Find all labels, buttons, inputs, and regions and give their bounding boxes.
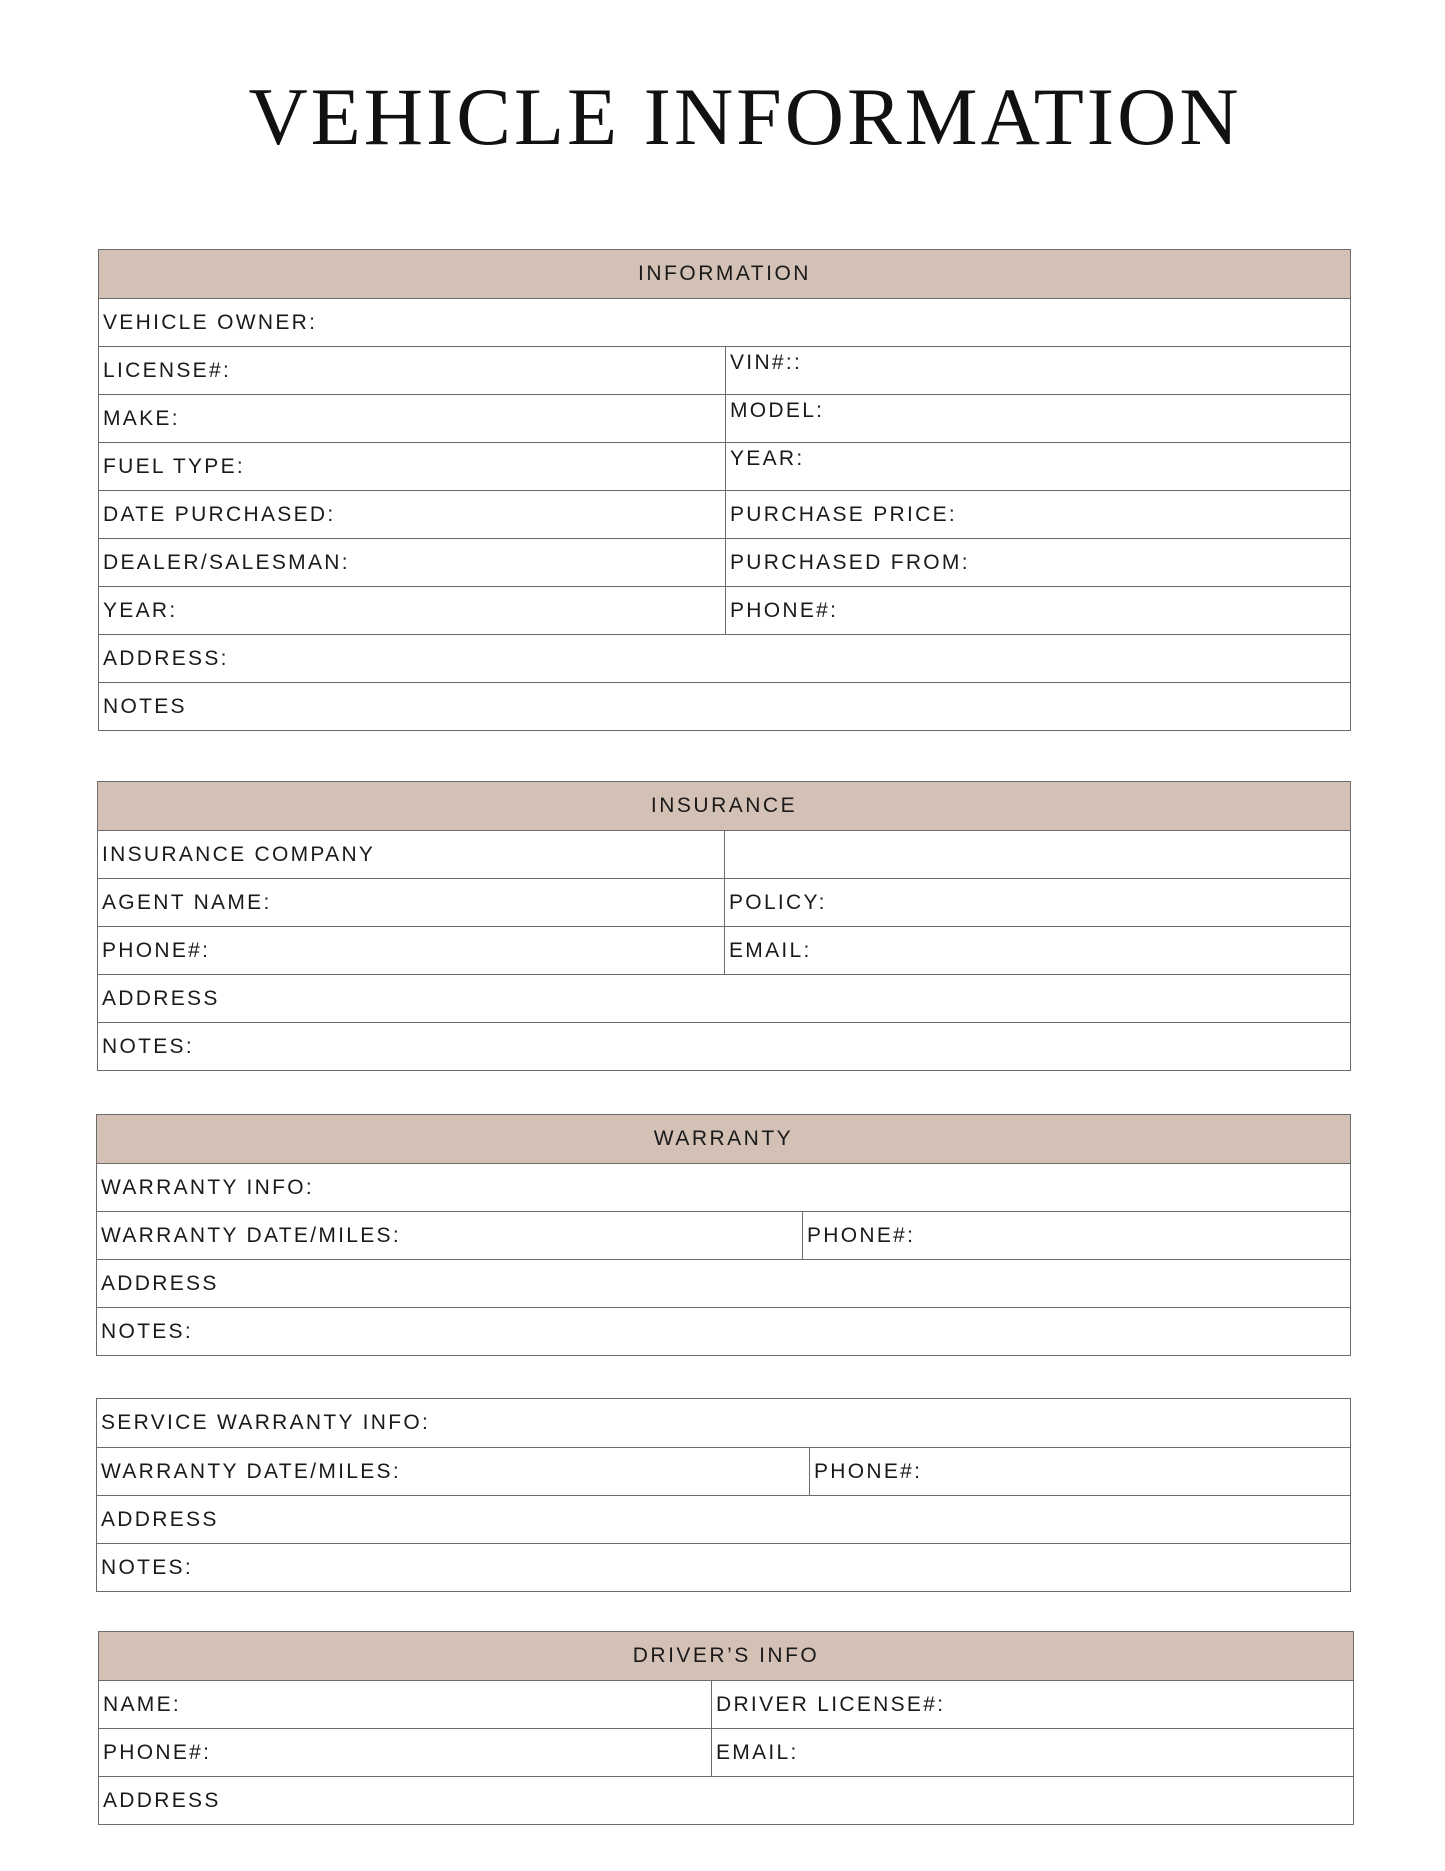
insurance-address-field[interactable]: ADDRESS xyxy=(102,986,220,1010)
insurance-header-label: INSURANCE xyxy=(650,794,798,817)
year-phone-row xyxy=(99,586,1350,634)
driver-email-field[interactable]: EMAIL: xyxy=(711,1729,1353,1776)
year-field-right[interactable]: YEAR: xyxy=(725,443,1350,490)
dealer-from-row xyxy=(99,538,1350,586)
warranty-info-row xyxy=(97,1163,1350,1211)
service-warranty-phone-field[interactable]: PHONE#: xyxy=(809,1448,1350,1495)
insurance-header xyxy=(98,782,1350,830)
warranty-table xyxy=(96,1114,1351,1356)
insurance-email-field[interactable]: EMAIL: xyxy=(724,927,1350,974)
drivers-info-header-label: DRIVER’S INFO xyxy=(632,1644,820,1667)
date-price-row xyxy=(99,490,1350,538)
warranty-header xyxy=(97,1115,1350,1163)
driver-license-field[interactable]: DRIVER LICENSE#: xyxy=(711,1681,1353,1728)
agent-name-field[interactable]: AGENT NAME: xyxy=(102,890,272,914)
year-field-left[interactable]: YEAR: xyxy=(103,598,178,622)
service-warranty-date-phone-row xyxy=(97,1447,1350,1495)
insurance-notes-field[interactable]: NOTES: xyxy=(102,1034,194,1058)
license-vin-row xyxy=(99,346,1350,394)
driver-phone-email-row xyxy=(99,1728,1353,1776)
service-warranty-address-field[interactable]: ADDRESS xyxy=(101,1507,219,1531)
driver-name-license-row xyxy=(99,1680,1353,1728)
model-field[interactable]: MODEL: xyxy=(725,395,1350,442)
service-warranty-table xyxy=(96,1398,1351,1592)
warranty-header-label: WARRANTY xyxy=(653,1127,794,1150)
insurance-table xyxy=(97,781,1351,1071)
date-purchased-field[interactable]: DATE PURCHASED: xyxy=(103,502,336,526)
information-table xyxy=(98,249,1351,731)
insurance-address-row xyxy=(98,974,1350,1022)
service-warranty-date-miles-field[interactable]: WARRANTY DATE/MILES: xyxy=(101,1459,401,1483)
license-field[interactable]: LICENSE#: xyxy=(103,358,232,382)
vin-field[interactable]: VIN#:: xyxy=(725,347,1350,394)
service-warranty-info-row xyxy=(97,1399,1350,1447)
agent-policy-row xyxy=(98,878,1350,926)
service-warranty-notes-field[interactable]: NOTES: xyxy=(101,1555,193,1579)
service-warranty-notes-row xyxy=(97,1543,1350,1591)
vehicle-owner-field[interactable]: VEHICLE OWNER: xyxy=(103,310,318,334)
insurance-company-field[interactable]: INSURANCE COMPANY xyxy=(102,842,376,866)
insurance-phone-field[interactable]: PHONE#: xyxy=(102,938,211,962)
notes-field[interactable]: NOTES xyxy=(103,694,187,718)
vehicle-owner-row xyxy=(99,298,1350,346)
information-header xyxy=(99,250,1350,298)
warranty-info-field[interactable]: WARRANTY INFO: xyxy=(101,1175,315,1199)
service-warranty-info-field[interactable]: SERVICE WARRANTY INFO: xyxy=(101,1411,431,1434)
policy-field[interactable]: POLICY: xyxy=(724,879,1350,926)
driver-phone-field[interactable]: PHONE#: xyxy=(103,1740,212,1764)
warranty-address-field[interactable]: ADDRESS xyxy=(101,1271,219,1295)
drivers-info-header xyxy=(99,1632,1353,1680)
insurance-company-value[interactable] xyxy=(724,831,1350,878)
insurance-company-row xyxy=(98,830,1350,878)
insurance-phone-email-row xyxy=(98,926,1350,974)
purchase-price-field[interactable]: PURCHASE PRICE: xyxy=(725,491,1350,538)
warranty-notes-row xyxy=(97,1307,1350,1355)
fuel-year-row xyxy=(99,442,1350,490)
warranty-phone-field[interactable]: PHONE#: xyxy=(802,1212,1350,1259)
insurance-notes-row xyxy=(98,1022,1350,1070)
drivers-info-table xyxy=(98,1631,1354,1825)
purchased-from-field[interactable]: PURCHASED FROM: xyxy=(725,539,1350,586)
driver-name-field[interactable]: NAME: xyxy=(103,1692,182,1716)
make-model-row xyxy=(99,394,1350,442)
page-title: VEHICLE INFORMATION xyxy=(248,71,1242,162)
fuel-type-field[interactable]: FUEL TYPE: xyxy=(103,454,246,478)
dealer-salesman-field[interactable]: DEALER/SALESMAN: xyxy=(103,550,350,574)
service-warranty-address-row xyxy=(97,1495,1350,1543)
warranty-date-phone-row xyxy=(97,1211,1350,1259)
warranty-notes-field[interactable]: NOTES: xyxy=(101,1319,193,1343)
address-row xyxy=(99,634,1350,682)
warranty-address-row xyxy=(97,1259,1350,1307)
warranty-date-miles-field[interactable]: WARRANTY DATE/MILES: xyxy=(101,1223,401,1247)
information-header-label: INFORMATION xyxy=(638,262,811,285)
make-field[interactable]: MAKE: xyxy=(103,406,180,430)
notes-row xyxy=(99,682,1350,730)
address-field[interactable]: ADDRESS: xyxy=(103,646,229,670)
phone-field[interactable]: PHONE#: xyxy=(725,587,1350,634)
driver-address-row xyxy=(99,1776,1353,1824)
driver-address-field[interactable]: ADDRESS xyxy=(103,1788,221,1812)
